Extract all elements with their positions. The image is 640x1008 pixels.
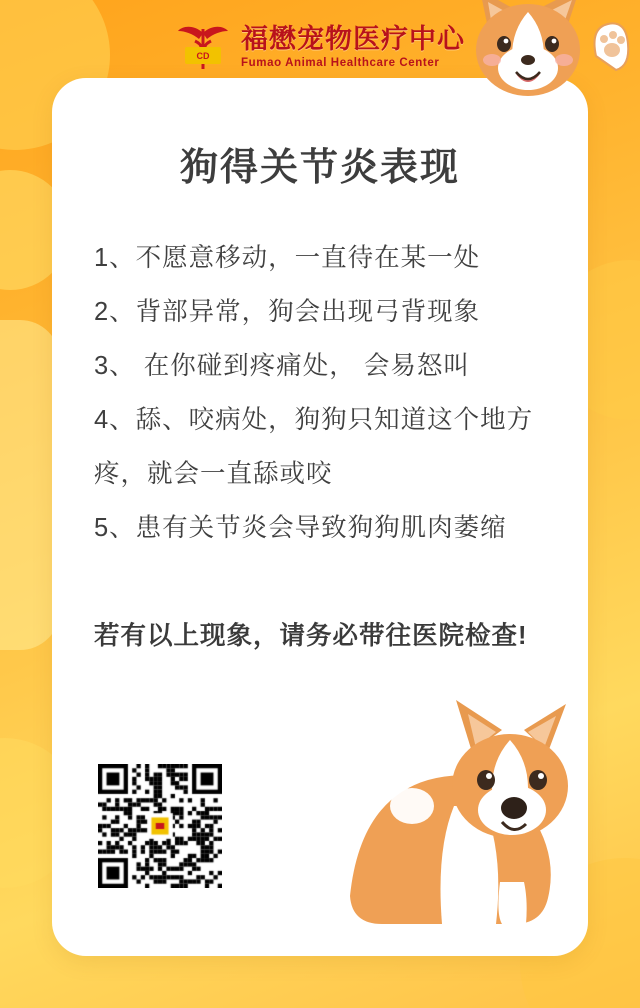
- content-card: [52, 78, 588, 956]
- page-title: 狗得关节炎表现: [179, 147, 460, 189]
- caduceus-logo-icon: [175, 19, 231, 75]
- decor-wedge: [0, 320, 60, 650]
- svg-text:CD: CD: [196, 51, 210, 61]
- list-item: 5、患有关节炎会导致狗狗肌肉萎缩: [94, 514, 507, 542]
- symptom-list: [52, 231, 588, 555]
- qr-code[interactable]: [98, 764, 222, 888]
- advice-note: 若有以上现象，请务必带往医院检查!: [94, 622, 528, 650]
- list-item: 3、 在你碰到疼痛处， 会易怒叫: [94, 352, 470, 380]
- list-item: 4、舔、咬病处，狗狗只知道这个地方疼，就会一直舔或咬: [94, 406, 534, 488]
- brand-text: [241, 25, 465, 68]
- brand-name-en: Fumao Animal Healthcare Center: [241, 56, 440, 69]
- brand-logo: [175, 19, 465, 75]
- list-item: 2、背部异常，狗会出现弓背现象: [94, 298, 481, 326]
- header: [0, 8, 640, 86]
- corgi-body-illustration: [304, 656, 588, 956]
- brand-name-cn: 福懋宠物医疗中心: [241, 24, 465, 55]
- list-item: 1、不愿意移动，一直待在某一处: [94, 244, 481, 272]
